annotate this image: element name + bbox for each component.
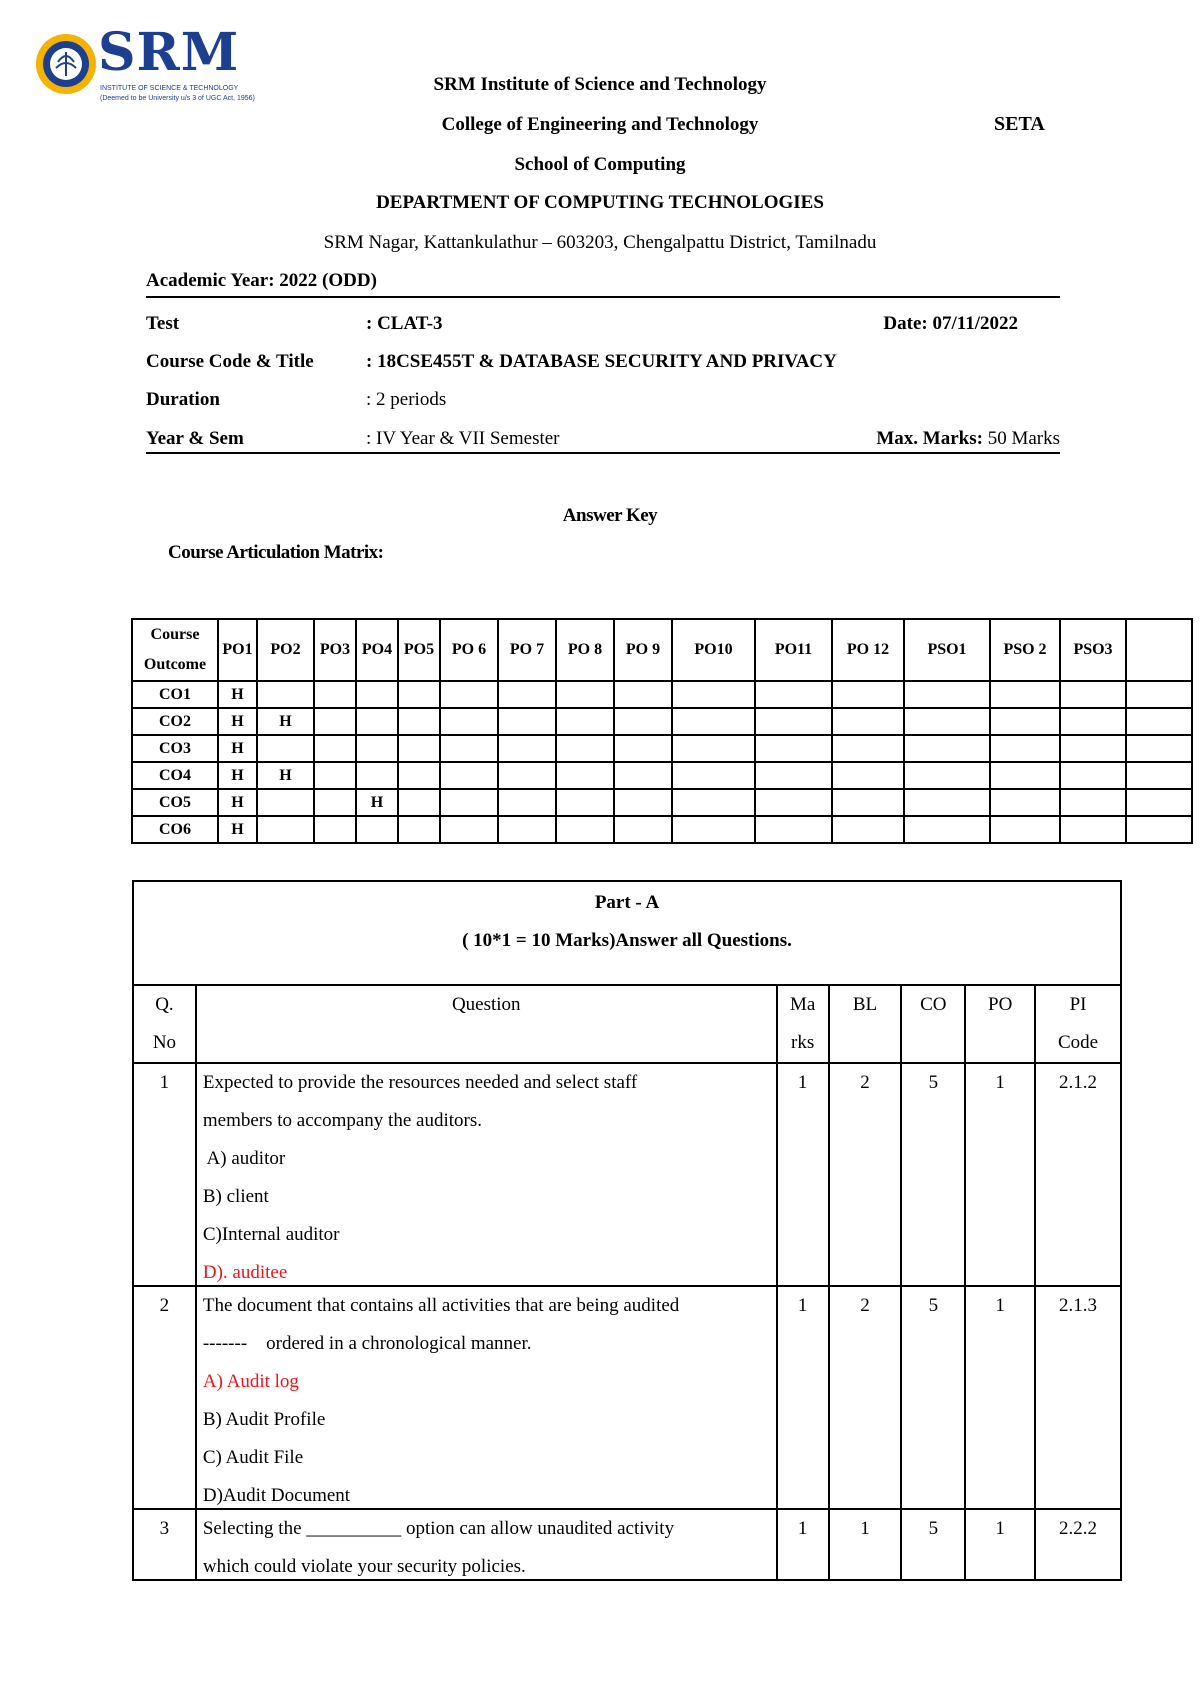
max-marks-value: 50 Marks	[982, 428, 1060, 449]
q2-correct-answer: A) Audit log	[202, 1371, 299, 1392]
matrix-cell	[904, 789, 990, 816]
matrix-cell	[498, 816, 556, 843]
matrix-cell	[832, 735, 904, 762]
matrix-cell	[990, 789, 1060, 816]
department-name: DEPARTMENT OF COMPUTING TECHNOLOGIES	[376, 192, 824, 213]
matrix-cell	[1126, 816, 1192, 843]
matrix-cell	[614, 708, 672, 735]
matrix-header-cell: PO1	[218, 619, 257, 681]
matrix-header-cell: PO4	[356, 619, 398, 681]
col-marks-line1: Ma	[789, 994, 816, 1015]
matrix-cell	[755, 708, 832, 735]
matrix-cell	[990, 708, 1060, 735]
matrix-cell	[498, 735, 556, 762]
matrix-header-cell: PSO3	[1060, 619, 1126, 681]
matrix-cell	[1060, 681, 1126, 708]
matrix-course-outcome: CO5	[132, 789, 218, 816]
part-a-subtitle: ( 10*1 = 10 Marks)Answer all Questions.	[462, 930, 792, 951]
matrix-title: Course Articulation Matrix:	[168, 542, 384, 563]
part-a-header	[133, 881, 1121, 985]
col-qno-line2: No	[152, 1032, 177, 1053]
matrix-cell	[440, 681, 498, 708]
logo-subline-2: (Deemed to be University u/s 3 of UGC Act, 1956)	[100, 95, 255, 102]
q1-option-b: B) client	[202, 1186, 269, 1207]
year-sem-value: : IV Year & VII Semester	[366, 428, 560, 449]
q2-option-c: C) Audit File	[202, 1447, 304, 1468]
matrix-cell	[556, 681, 614, 708]
matrix-row	[132, 735, 1192, 762]
q1-marks: 1	[777, 1063, 829, 1286]
matrix-cell	[904, 681, 990, 708]
address: SRM Nagar, Kattankulathur – 603203, Chengalpattu District, Tamilnadu	[323, 232, 877, 253]
q2-line1: The document that contains all activities that are being audited	[202, 1295, 680, 1316]
matrix-cell	[832, 762, 904, 789]
q3-bl: 1	[829, 1509, 902, 1580]
matrix-cell	[314, 708, 356, 735]
q1-option-c: C)Internal auditor	[202, 1224, 340, 1245]
matrix-row	[132, 816, 1192, 843]
matrix-cell	[755, 681, 832, 708]
q2-text	[196, 1286, 777, 1509]
matrix-header-outcome: Outcome	[143, 656, 207, 673]
matrix-cell	[990, 735, 1060, 762]
q2-pi: 2.1.3	[1035, 1286, 1121, 1509]
test-value: : CLAT-3	[366, 313, 443, 334]
matrix-cell	[257, 681, 314, 708]
matrix-row	[132, 762, 1192, 789]
matrix-cell	[556, 708, 614, 735]
matrix-cell	[990, 681, 1060, 708]
part-a-column-headers	[133, 985, 1121, 1063]
matrix-cell	[556, 762, 614, 789]
matrix-header-cell: PSO 2	[990, 619, 1060, 681]
matrix-header-cell: PO 7	[498, 619, 556, 681]
matrix-cell	[672, 681, 755, 708]
matrix-cell: H	[218, 681, 257, 708]
q1-line2: members to accompany the auditors.	[202, 1110, 482, 1131]
matrix-cell	[398, 681, 440, 708]
q2-marks: 1	[777, 1286, 829, 1509]
course-label: Course Code & Title	[146, 351, 314, 372]
matrix-course-outcome: CO6	[132, 816, 218, 843]
q3-number: 3	[133, 1509, 196, 1580]
matrix-cell	[1126, 789, 1192, 816]
matrix-row	[132, 681, 1192, 708]
matrix-header-cell: PO10	[672, 619, 755, 681]
matrix-cell	[556, 816, 614, 843]
col-bl: BL	[829, 985, 902, 1063]
matrix-cell	[498, 762, 556, 789]
srm-logo	[34, 22, 255, 108]
col-pi	[1035, 985, 1121, 1063]
info-divider	[146, 452, 1060, 454]
matrix-cell	[398, 735, 440, 762]
q3-co: 5	[901, 1509, 965, 1580]
part-a-table	[132, 880, 1122, 1581]
matrix-cell	[257, 735, 314, 762]
matrix-cell	[498, 789, 556, 816]
q2-co: 5	[901, 1286, 965, 1509]
matrix-course-outcome: CO4	[132, 762, 218, 789]
matrix-cell	[498, 708, 556, 735]
col-question: Question	[196, 985, 777, 1063]
q3-marks: 1	[777, 1509, 829, 1580]
q3-line1: Selecting the __________ option can allow unaudited activity	[202, 1518, 675, 1539]
matrix-header-cell: PO11	[755, 619, 832, 681]
q3-po: 1	[965, 1509, 1035, 1580]
col-marks-line2: rks	[791, 1032, 815, 1053]
matrix-course-outcome: CO1	[132, 681, 218, 708]
q1-correct-answer: D). auditee	[202, 1262, 288, 1283]
matrix-course-outcome: CO3	[132, 735, 218, 762]
answer-key-title: Answer Key	[562, 505, 658, 526]
institute-name: SRM Institute of Science and Technology	[433, 74, 767, 95]
matrix-cell: H	[257, 762, 314, 789]
q2-option-b: B) Audit Profile	[202, 1409, 326, 1430]
matrix-cell	[314, 762, 356, 789]
q1-po: 1	[965, 1063, 1035, 1286]
matrix-cell	[614, 816, 672, 843]
course-articulation-matrix	[131, 618, 1193, 844]
matrix-cell	[672, 762, 755, 789]
q3-pi: 2.2.2	[1035, 1509, 1121, 1580]
matrix-cell: H	[356, 789, 398, 816]
matrix-row	[132, 789, 1192, 816]
matrix-cell	[314, 681, 356, 708]
duration-value: : 2 periods	[366, 389, 447, 410]
matrix-cell	[356, 816, 398, 843]
matrix-cell	[1060, 735, 1126, 762]
matrix-cell	[672, 708, 755, 735]
matrix-cell	[672, 816, 755, 843]
matrix-cell	[356, 708, 398, 735]
q2-number: 2	[133, 1286, 196, 1509]
max-marks	[876, 428, 1060, 450]
matrix-cell	[440, 789, 498, 816]
matrix-cell	[990, 762, 1060, 789]
matrix-cell	[832, 816, 904, 843]
col-po: PO	[965, 985, 1035, 1063]
matrix-cell	[356, 735, 398, 762]
matrix-cell	[398, 816, 440, 843]
matrix-cell	[755, 816, 832, 843]
matrix-header-cell: PO 8	[556, 619, 614, 681]
matrix-cell: H	[218, 762, 257, 789]
matrix-header-cell: PO 9	[614, 619, 672, 681]
matrix-cell	[832, 681, 904, 708]
max-marks-label: Max. Marks:	[876, 428, 983, 449]
matrix-cell	[1126, 708, 1192, 735]
logo-wordmark: SRM	[98, 22, 240, 83]
matrix-cell	[614, 681, 672, 708]
col-co: CO	[901, 985, 965, 1063]
matrix-cell	[614, 762, 672, 789]
matrix-cell: H	[218, 735, 257, 762]
college-name: College of Engineering and Technology	[441, 114, 759, 135]
matrix-cell	[257, 816, 314, 843]
matrix-cell	[1060, 762, 1126, 789]
matrix-cell	[1060, 816, 1126, 843]
matrix-cell	[614, 789, 672, 816]
matrix-cell	[314, 789, 356, 816]
matrix-cell: H	[257, 708, 314, 735]
q1-number: 1	[133, 1063, 196, 1286]
matrix-cell	[314, 816, 356, 843]
matrix-cell	[755, 789, 832, 816]
matrix-cell	[672, 735, 755, 762]
matrix-cell	[1126, 762, 1192, 789]
matrix-cell	[1060, 789, 1126, 816]
matrix-cell	[672, 789, 755, 816]
q1-pi: 2.1.2	[1035, 1063, 1121, 1286]
matrix-cell	[832, 789, 904, 816]
matrix-course-outcome: CO2	[132, 708, 218, 735]
q2-option-d: D)Audit Document	[202, 1485, 351, 1506]
matrix-header-course: Course	[150, 626, 200, 643]
matrix-cell	[398, 708, 440, 735]
test-label: Test	[146, 313, 180, 334]
q2-po: 1	[965, 1286, 1035, 1509]
q2-line2: ------- ordered in a chronological manner.	[202, 1333, 532, 1354]
matrix-cell	[614, 735, 672, 762]
matrix-cell	[356, 681, 398, 708]
matrix-cell	[440, 816, 498, 843]
course-value: : 18CSE455T & DATABASE SECURITY AND PRIVACY	[366, 351, 837, 372]
matrix-cell	[498, 681, 556, 708]
matrix-cell	[904, 708, 990, 735]
academic-year: Academic Year: 2022 (ODD)	[146, 270, 377, 291]
matrix-header-cell: PO2	[257, 619, 314, 681]
q1-line1: Expected to provide the resources needed and select staff	[202, 1072, 638, 1093]
q1-text	[196, 1063, 777, 1286]
matrix-cell	[440, 735, 498, 762]
matrix-header-cell: PSO1	[904, 619, 990, 681]
logo-subline-1: INSTITUTE OF SCIENCE & TECHNOLOGY	[100, 85, 239, 92]
matrix-cell	[440, 762, 498, 789]
matrix-cell	[755, 735, 832, 762]
matrix-cell: H	[218, 708, 257, 735]
matrix-header-cell	[1126, 619, 1192, 681]
matrix-cell	[990, 816, 1060, 843]
matrix-cell	[904, 735, 990, 762]
matrix-header-cell: PO5	[398, 619, 440, 681]
matrix-cell	[556, 789, 614, 816]
matrix-cell	[398, 762, 440, 789]
matrix-header-row	[132, 619, 1192, 681]
question-row-2	[133, 1286, 1121, 1509]
question-row-1	[133, 1063, 1121, 1286]
matrix-cell	[755, 762, 832, 789]
question-row-3	[133, 1509, 1121, 1580]
q3-line2: which could violate your security policies.	[202, 1556, 526, 1577]
col-pi-line1: PI	[1069, 994, 1087, 1015]
q1-bl: 2	[829, 1063, 902, 1286]
matrix-row	[132, 708, 1192, 735]
year-sem-label: Year & Sem	[146, 428, 244, 449]
matrix-cell	[904, 762, 990, 789]
part-a-header-row	[133, 881, 1121, 985]
matrix-cell: H	[218, 789, 257, 816]
matrix-cell	[904, 816, 990, 843]
col-pi-line2: Code	[1057, 1032, 1099, 1053]
matrix-cell	[556, 735, 614, 762]
q1-option-a: A) auditor	[202, 1148, 286, 1169]
matrix-cell	[314, 735, 356, 762]
matrix-header-cell: PO3	[314, 619, 356, 681]
test-date: Date: 07/11/2022	[883, 313, 1018, 334]
matrix-cell	[398, 789, 440, 816]
matrix-header-cell: PO 12	[832, 619, 904, 681]
matrix-header-course-outcome	[132, 619, 218, 681]
matrix-cell	[1126, 735, 1192, 762]
col-qno-line1: Q.	[155, 994, 174, 1015]
matrix-cell	[440, 708, 498, 735]
q3-text	[196, 1509, 777, 1580]
duration-label: Duration	[146, 389, 220, 410]
school-name: School of Computing	[514, 154, 686, 175]
q1-co: 5	[901, 1063, 965, 1286]
header-divider	[146, 296, 1060, 298]
matrix-cell	[356, 762, 398, 789]
matrix-cell	[1060, 708, 1126, 735]
matrix-header-cell: PO 6	[440, 619, 498, 681]
matrix-cell	[257, 789, 314, 816]
matrix-cell	[832, 708, 904, 735]
matrix-cell: H	[218, 816, 257, 843]
col-qno	[133, 985, 196, 1063]
matrix-cell	[1126, 681, 1192, 708]
part-a-title: Part - A	[594, 892, 660, 913]
col-marks	[777, 985, 829, 1063]
set-label: SETA	[994, 113, 1045, 135]
q2-bl: 2	[829, 1286, 902, 1509]
